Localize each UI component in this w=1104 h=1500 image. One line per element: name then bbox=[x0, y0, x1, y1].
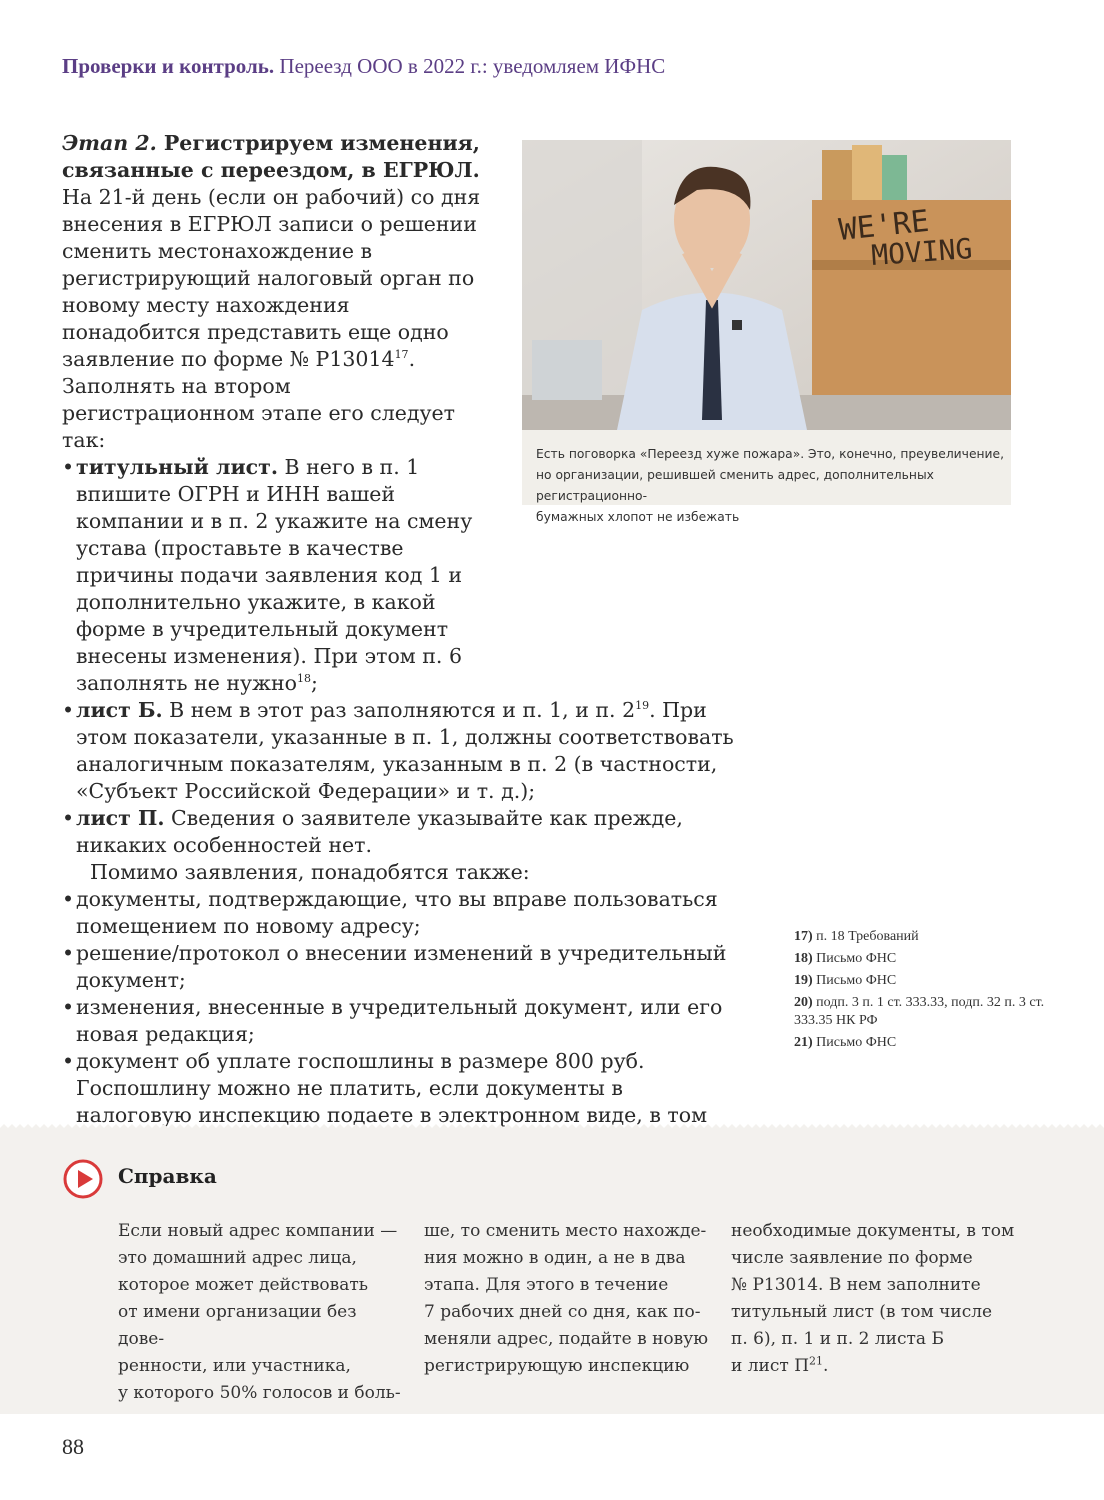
list-item bbox=[62, 697, 742, 805]
footnote-text: Письмо ФНС bbox=[816, 973, 897, 988]
reference-text: и лист П bbox=[731, 1356, 810, 1376]
reference-line: это домашний адрес лица, bbox=[118, 1248, 357, 1268]
footnote-number: 19) bbox=[794, 973, 813, 988]
reference-line: ния можно в один, а не в два bbox=[424, 1248, 686, 1268]
intro-text-end: . Заполнять на втором регистрационном этапе его следует так: bbox=[62, 347, 456, 452]
footnote-ref: 17 bbox=[394, 348, 409, 362]
stage-paragraph bbox=[62, 130, 482, 454]
reference-line: Если новый адрес компании — bbox=[118, 1221, 398, 1241]
besides-paragraph: Помимо заявления, понадобятся также: bbox=[90, 860, 530, 884]
reference-line: у которого 50% голосов и боль- bbox=[118, 1383, 401, 1403]
laptop bbox=[532, 340, 602, 400]
intro-text: На 21-й день (если он рабочий) со дня внесения в ЕГРЮЛ записи о решении сменить местонахождение в регистрирующий налоговый орган по новому месту нахождения понадобится представить еще одно заявление по форме № Р13014 bbox=[62, 185, 481, 371]
footnote-text: Письмо ФНС bbox=[816, 951, 897, 966]
reference-line: титульный лист (в том числе bbox=[731, 1302, 993, 1322]
moving-photo-image bbox=[522, 140, 1011, 430]
reference-line: необходимые документы, в том bbox=[731, 1221, 1015, 1241]
stage-heading: Регистрируем изменения, связанные с переездом, в ЕГРЮЛ. bbox=[62, 131, 480, 182]
item-text: документ об уплате госпошлины в размере 800 руб. Госпошлину можно не платить, если документы в налоговую инспекцию подаете в электронном виде, в том bbox=[76, 1049, 708, 1127]
footnote bbox=[794, 950, 1054, 968]
footnote-number: 18) bbox=[794, 951, 813, 966]
reference-line: ше, то сменить место нахожде- bbox=[424, 1221, 707, 1241]
reference-line: от имени организации без дове- bbox=[118, 1302, 357, 1349]
footnote bbox=[794, 994, 1054, 1030]
footnote bbox=[794, 972, 1054, 990]
item-end: ; bbox=[310, 671, 318, 695]
footnote bbox=[794, 928, 1054, 946]
reference-line bbox=[731, 1353, 1016, 1380]
item-end: . При этом показатели, указанные в п. 1, должны соответствовать аналогичным показателям, указанным в п. 2 (в частности, «Субъект Российской Федерации» и т. д.); bbox=[76, 698, 734, 803]
documents-list bbox=[62, 886, 742, 1156]
list-item: • решение/протокол о внесении изменений в учредительный документ; bbox=[62, 940, 742, 994]
caption-line: но организации, решившей сменить адрес, дополнительных регистрационно- bbox=[536, 468, 934, 503]
item-text: Сведения о заявителе указывайте как прежде, никаких особенностей нет. bbox=[76, 806, 683, 857]
caption-line: бумажных хлопот не избежать bbox=[536, 510, 740, 524]
item-term: лист П. bbox=[76, 806, 165, 830]
footnote-number: 17) bbox=[794, 929, 813, 944]
reference-line: № Р13014. В нем заполните bbox=[731, 1275, 981, 1295]
item-term: лист Б. bbox=[76, 698, 163, 722]
footnote-text: Письмо ФНС bbox=[816, 1035, 897, 1050]
running-header bbox=[62, 54, 665, 79]
reference-line: п. 6), п. 1 и п. 2 листа Б bbox=[731, 1329, 944, 1349]
play-circle-icon bbox=[62, 1158, 104, 1200]
reference-line: этапа. Для этого в течение bbox=[424, 1275, 669, 1295]
footnote bbox=[794, 1034, 1054, 1052]
footnote-text: подп. 3 п. 1 ст. 333.33, подп. 32 п. 3 ст. 333.35 НК РФ bbox=[794, 995, 1045, 1028]
item-text: В него в п. 1 впишите ОГРН и ИНН вашей компании и в п. 2 укажите на смену устава (проставьте в качестве причины подачи заявления код 1 и дополнительно укажите, в какой форме в учредительный документ внесены изменения). При этом п. 6 заполнять не нужно bbox=[76, 455, 473, 695]
list-item: • документы, подтверждающие, что вы вправе пользоваться помещением по новому адресу; bbox=[62, 886, 742, 940]
photo-figure bbox=[522, 140, 1011, 524]
list-item bbox=[62, 805, 742, 859]
item-term: титульный лист. bbox=[76, 455, 278, 479]
box-sign-line1: WE'RE bbox=[837, 203, 931, 248]
box-sign-line2: MOVING bbox=[870, 232, 974, 272]
zigzag-edge bbox=[0, 1124, 1104, 1132]
caption-line: Есть поговорка «Переезд хуже пожара». Это, конечно, преувеличение, bbox=[536, 447, 1005, 461]
header-section: Проверки и контроль. bbox=[62, 54, 275, 78]
footnote-ref: 21 bbox=[809, 1354, 824, 1368]
footnote-text: п. 18 Требований bbox=[816, 929, 919, 944]
footnotes bbox=[794, 928, 1054, 1056]
reference-column-2 bbox=[424, 1218, 709, 1380]
reference-line: числе заявление по форме bbox=[731, 1248, 973, 1268]
reference-line: меняли адрес, подайте в новую bbox=[424, 1329, 709, 1349]
reference-line: регистрирующую инспекцию bbox=[424, 1356, 690, 1376]
reference-column-3 bbox=[731, 1218, 1016, 1380]
reference-column-1 bbox=[118, 1218, 403, 1407]
reference-box bbox=[0, 1128, 1104, 1414]
list-item bbox=[62, 454, 496, 697]
reference-text-end: . bbox=[823, 1356, 829, 1376]
footnote-number: 21) bbox=[794, 1035, 813, 1050]
page-number: 88 bbox=[62, 1434, 84, 1459]
stage-label: Этап 2. bbox=[62, 131, 157, 155]
footnote-ref: 18 bbox=[296, 672, 311, 686]
reference-line: которое может действовать bbox=[118, 1275, 369, 1295]
reference-line: 7 рабочих дней со дня, как по- bbox=[424, 1302, 701, 1322]
header-title: Переезд ООО в 2022 г.: уведомляем ИФНС bbox=[279, 54, 666, 78]
footnote-ref: 19 bbox=[635, 699, 650, 713]
reference-title: Справка bbox=[118, 1164, 217, 1188]
photo-caption bbox=[536, 444, 1006, 528]
reference-line: ренности, или участника, bbox=[118, 1356, 351, 1376]
footnote-number: 20) bbox=[794, 995, 813, 1010]
item-text: В нем в этот раз заполняются и п. 1, и п. 2 bbox=[162, 698, 636, 722]
photo bbox=[522, 140, 1011, 430]
list-item: • изменения, внесенные в учредительный документ, или его новая редакция; bbox=[62, 994, 742, 1048]
